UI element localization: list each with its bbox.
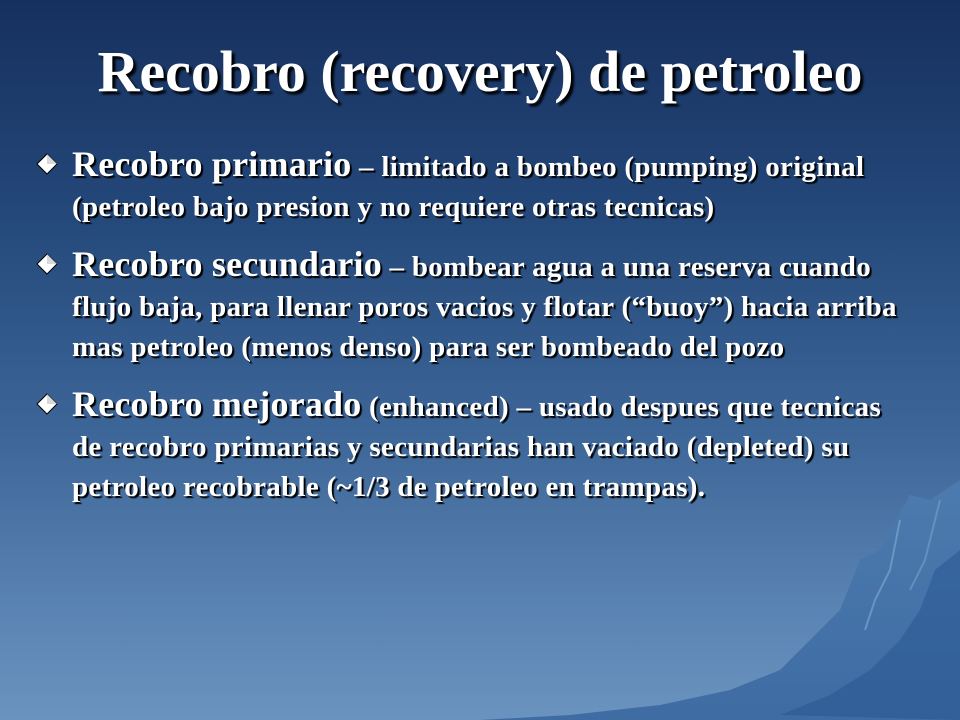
- bullet-list: [30, 144, 910, 524]
- bullet-item-secundario: [30, 244, 910, 367]
- bullet-heading: Recobro mejorado: [72, 384, 362, 424]
- bullet-item-primario: [30, 144, 910, 227]
- bullet-text: – bombear agua a una reserva cuando flujo baja, para llenar poros vacios y flotar (“buoy”) hacia arriba mas petroleo (menos denso) para ser bombeado del pozo: [72, 251, 897, 363]
- bullet-text: – limitado a bombeo (pumping) original (petroleo bajo presion y no requiere otras tecnicas): [72, 151, 865, 223]
- slide-title: Recobro (recovery) de petroleo: [97, 39, 863, 104]
- bullet-heading: Recobro secundario: [72, 244, 382, 284]
- bullet-item-mejorado: [30, 384, 910, 507]
- diamond-bullet-icon: [36, 253, 58, 275]
- bullet-text: (enhanced) – usado despues que tecnicas de recobro primarias y secundarias han vaciado (depleted) su petroleo recobrable (~1/3 de petroleo en trampas).: [72, 391, 882, 503]
- diamond-bullet-icon: [36, 153, 58, 175]
- diamond-bullet-icon: [36, 393, 58, 415]
- bullet-heading: Recobro primario: [72, 144, 352, 184]
